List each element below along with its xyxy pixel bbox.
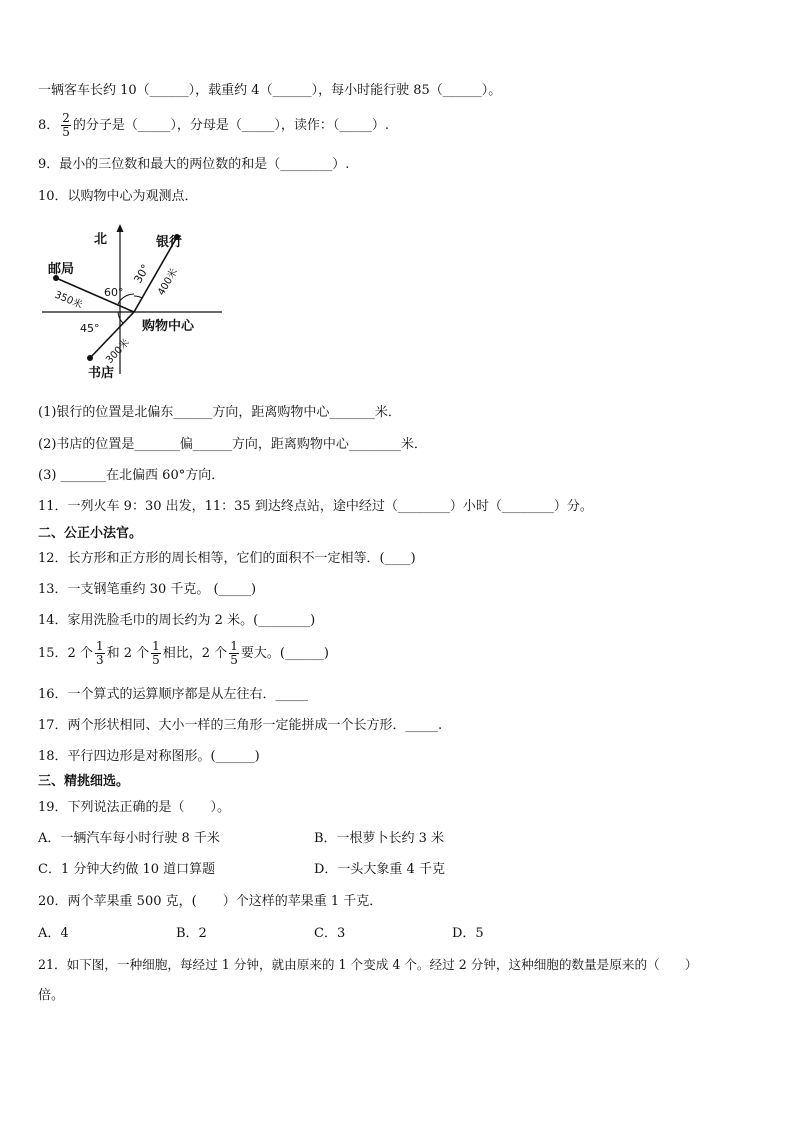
question-11: 11．一列火车 9：30 出发，11：35 到达终点站，途中经过（________）小时（________）分。 — [38, 499, 593, 514]
question-10: 10．以购物中心为观测点． — [38, 189, 198, 204]
question-19: 19．下列说法正确的是（ ）。 — [38, 800, 231, 815]
question-20-option-c: C．3 — [314, 926, 346, 941]
question-15 — [38, 640, 329, 667]
question-19-option-b: B．一根萝卜长约 3 米 — [314, 831, 445, 846]
fraction-1-5-a: $\frac{1}{5}$ — [152, 639, 160, 667]
question-20: 20．两个苹果重 500 克，( ）个这样的苹果重 1 千克． — [38, 894, 383, 909]
mall-label: 购物中心 — [142, 319, 195, 334]
question-10-3: (3) _______在北偏西 60°方向． — [38, 468, 225, 483]
dist-post-label: 350米 — [52, 289, 84, 312]
question-15-mid2: 相比，2 个 — [162, 646, 228, 661]
question-15-rest: 要大。(______) — [240, 646, 329, 661]
store-point — [87, 355, 93, 361]
dist-bank-label: 400米 — [156, 266, 181, 298]
question-19-option-c: C．1 分钟大约做 10 道口算题 — [38, 862, 216, 877]
question-16: 16．一个算式的运算顺序都是从左往右．_____ — [38, 687, 309, 702]
question-9: 9．最小的三位数和最大的两位数的和是（________）. — [38, 157, 350, 172]
section-2-heading: 二、公正小法官。 — [38, 526, 143, 541]
angle-post-label: 60° — [104, 286, 124, 299]
question-20-option-a: A．4 — [38, 926, 69, 941]
question-17: 17．两个形状相同、大小一样的三角形一定能拼成一个长方形．_____. — [38, 718, 443, 733]
question-15-prefix: 15．2 个 — [38, 646, 93, 661]
question-21-continued: 倍。 — [38, 988, 65, 1003]
dist-store-label: 300米 — [104, 337, 133, 367]
question-8 — [38, 112, 389, 139]
question-10-1: (1)银行的位置是北偏东______方向，距离购物中心_______米． — [38, 405, 401, 420]
fraction-2-5: $\frac{2}{5}$ — [62, 111, 70, 139]
north-arrow-icon — [117, 224, 124, 232]
question-20-option-b: B．2 — [176, 926, 207, 941]
fraction-1-5-b: $\frac{1}{5}$ — [230, 639, 238, 667]
angle-store-label: 45° — [80, 322, 100, 335]
question-10-2: (2)书店的位置是_______偏______方向，距离购物中心________米． — [38, 437, 427, 452]
post-label: 邮局 — [48, 262, 75, 277]
question-8-text: 的分子是（_____），分母是（_____），读作：（_____）. — [72, 118, 390, 133]
question-15-mid1: 和 2 个 — [106, 646, 150, 661]
arc-bank — [134, 296, 142, 298]
direction-diagram — [38, 222, 238, 382]
question-19-option-a: A．一辆汽车每小时行驶 8 千米 — [38, 831, 220, 846]
fraction-1-3: $\frac{1}{3}$ — [95, 639, 104, 667]
question-8-number: 8． — [38, 118, 60, 133]
bank-label: 银行 — [156, 235, 183, 250]
question-14: 14．家用洗脸毛巾的周长约为 2 米。(________) — [38, 613, 316, 628]
question-21: 21．如下图，一种细胞，每经过 1 分钟，就由原来的 1 个变成 4 个。经过 2 分钟，这种细胞的数量是原来的（ ） — [38, 957, 698, 972]
question-12: 12．长方形和正方形的周长相等，它们的面积不一定相等．(____) — [38, 551, 416, 566]
question-19-option-d: D．一头大象重 4 千克 — [314, 862, 445, 877]
question-7: 一辆客车长约 10（______），载重约 4（______），每小时能行驶 85（______）。 — [38, 83, 502, 98]
question-13: 13．一支钢笔重约 30 千克。 (_____) — [38, 582, 257, 597]
section-3-heading: 三、精挑细选。 — [38, 774, 130, 789]
north-label: 北 — [94, 232, 108, 247]
store-label: 书店 — [88, 366, 115, 381]
question-18: 18．平行四边形是对称图形。(______) — [38, 749, 260, 764]
angle-bank-label: 30° — [131, 262, 153, 286]
question-20-option-d: D．5 — [452, 926, 484, 941]
